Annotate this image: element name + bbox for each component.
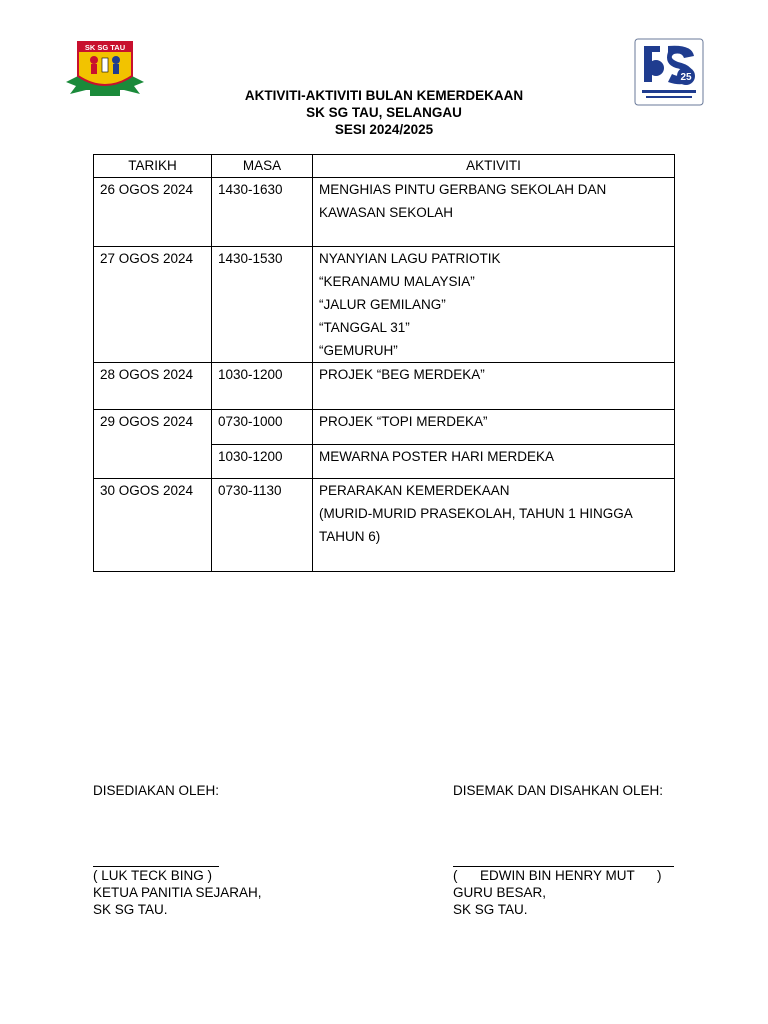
table-row — [94, 178, 675, 247]
approved-signature-block — [453, 867, 662, 918]
activity-line: “GEMURUH” — [319, 343, 398, 358]
activity-line: “KERANAMU MALAYSIA” — [319, 274, 475, 289]
approved-org: SK SG TAU. — [453, 902, 528, 917]
activity-cell — [313, 178, 675, 247]
activity-schedule-table — [93, 154, 675, 572]
time-cell: 1030-1200 — [212, 445, 313, 479]
time-cell: 1430-1630 — [212, 178, 313, 247]
column-header-date: TARIKH — [94, 155, 212, 178]
activity-line: PROJEK “BEG MERDEKA” — [319, 367, 485, 382]
header-school: SK SG TAU, SELANGAU — [306, 105, 462, 120]
header-session: SESI 2024/2025 — [334, 122, 434, 137]
activity-line: MEWARNA POSTER HARI MERDEKA — [319, 449, 555, 464]
time-cell: 0730-1130 — [212, 479, 313, 572]
activity-line: NYANYIAN LAGU PATRIOTIK — [319, 251, 501, 266]
activity-cell — [313, 445, 675, 479]
activity-cell — [313, 410, 675, 445]
date-cell: 29 OGOS 2024 — [94, 410, 212, 479]
date-cell: 26 OGOS 2024 — [94, 178, 212, 247]
date-cell: 28 OGOS 2024 — [94, 363, 212, 410]
activity-line: MENGHIAS PINTU GERBANG SEKOLAH DAN — [319, 182, 607, 197]
header-title: AKTIVITI-AKTIVITI BULAN KEMERDEKAAN — [244, 88, 524, 103]
activity-line: KAWASAN SEKOLAH — [319, 205, 454, 220]
approved-title: GURU BESAR, — [453, 885, 547, 900]
table-row — [94, 410, 675, 445]
approved-name: ( EDWIN BIN HENRY MUT ) — [453, 868, 662, 883]
activity-line: (MURID-MURID PRASEKOLAH, TAHUN 1 HINGGA — [319, 506, 633, 521]
document-header — [0, 87, 768, 138]
time-cell: 1030-1200 — [212, 363, 313, 410]
table-row — [94, 479, 675, 572]
prepared-name: ( LUK TECK BING ) — [93, 868, 213, 883]
crest-school-name: SK SG TAU — [84, 43, 126, 52]
date-cell: 27 OGOS 2024 — [94, 247, 212, 363]
activity-cell — [313, 363, 675, 410]
prepared-org: SK SG TAU. — [93, 902, 168, 917]
time-cell: 0730-1000 — [212, 410, 313, 445]
time-cell: 1430-1530 — [212, 247, 313, 363]
activity-line: PERARAKAN KEMERDEKAAN — [319, 483, 510, 498]
activity-line: PROJEK “TOPI MERDEKA” — [319, 414, 488, 429]
activity-line: “TANGGAL 31” — [319, 320, 410, 335]
activity-cell — [313, 247, 675, 363]
activity-cell — [313, 479, 675, 572]
logo-number: 25 — [680, 72, 692, 83]
table-header-row — [94, 155, 675, 178]
column-header-time: MASA — [212, 155, 313, 178]
activity-line: TAHUN 6) — [319, 529, 381, 544]
column-header-activity: AKTIVITI — [313, 155, 675, 178]
date-cell: 30 OGOS 2024 — [94, 479, 212, 572]
prepared-by-label: DISEDIAKAN OLEH: — [93, 783, 220, 798]
activity-line: “JALUR GEMILANG” — [319, 297, 446, 312]
table-row — [94, 247, 675, 363]
prepared-signature-block — [93, 867, 262, 918]
approved-by-label: DISEMAK DAN DISAHKAN OLEH: — [453, 783, 664, 798]
prepared-title: KETUA PANITIA SEJARAH, — [93, 885, 262, 900]
table-row — [94, 363, 675, 410]
